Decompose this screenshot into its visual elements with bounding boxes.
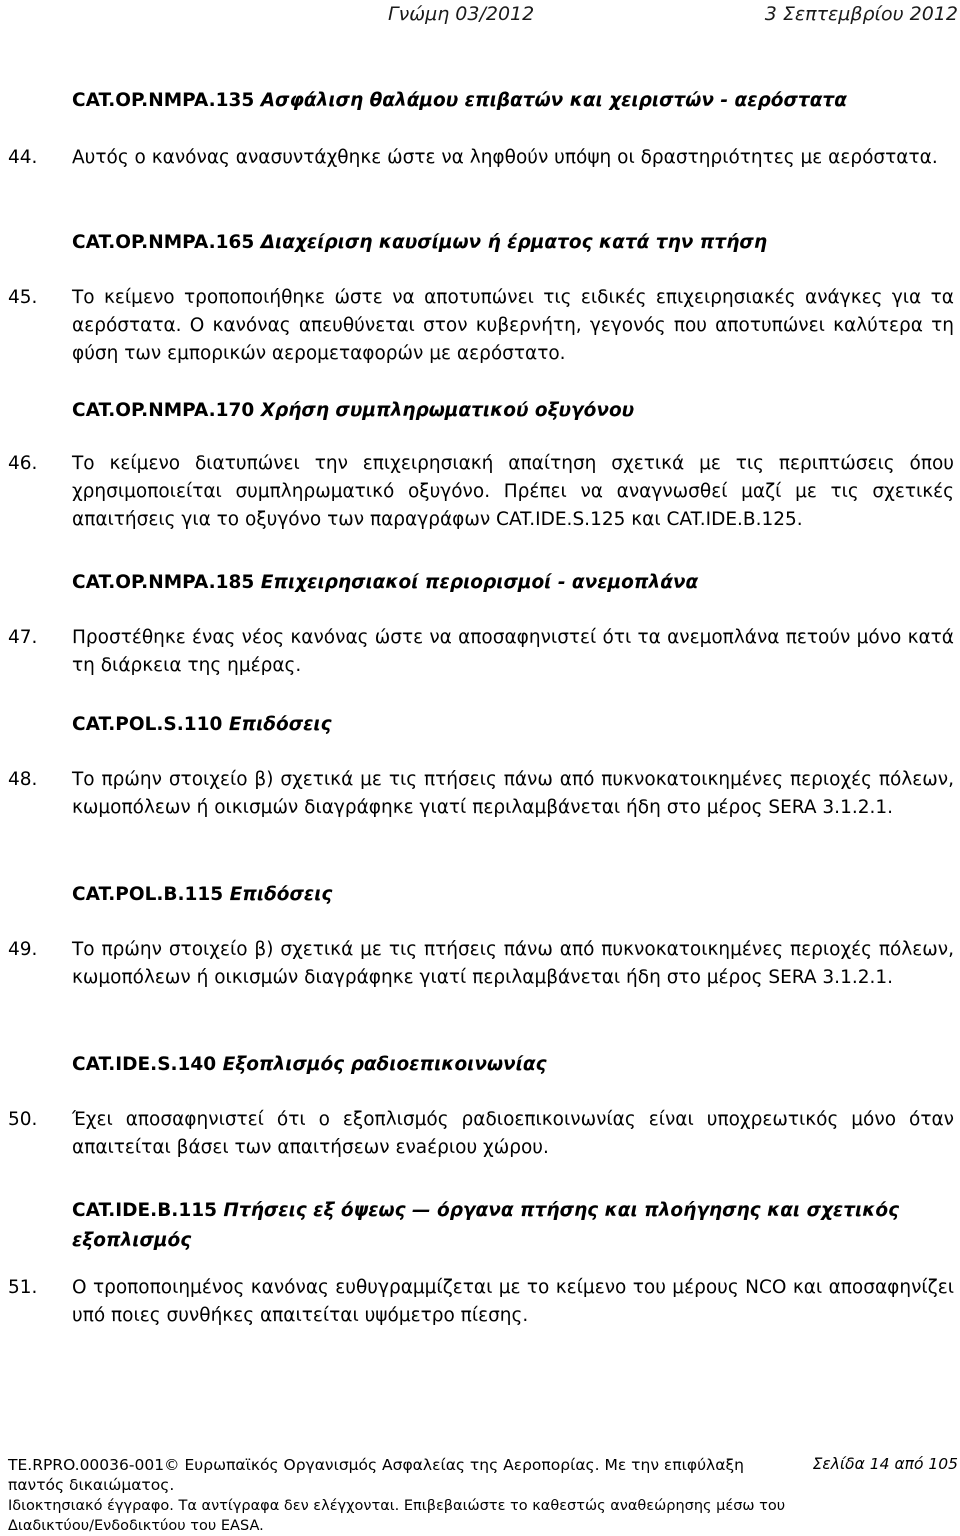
paragraph-text: Το κείμενο τροποποιήθηκε ώστε να αποτυπώνει τις ειδικές επιχειρησιακές ανάγκες για τα αερόστατα. Ο κανόνας απευθύνεται στον κυβερνήτη, γεγονός που αποτυπώνει καλύτερα τη φύση των εμπορικών αερομεταφορών με αερόστατο. [72,287,954,364]
paragraph-47 [8,624,954,680]
section-heading [72,714,332,735]
section-title: Εξοπλισμός ραδιοεπικοινωνίας [222,1054,547,1075]
header-date: 3 Σεπτεμβρίου 2012 [764,3,958,25]
section-title: Ασφάλιση θαλάμου επιβατών και χειριστών - αερόστατα [260,90,847,111]
paragraph-44 [8,144,954,172]
section-heading [72,1054,547,1075]
section-code: CAT.OP.NMPA.165 [72,232,255,253]
section-heading [72,884,332,905]
section-heading [72,572,698,593]
paragraph-number: 50. [8,1109,38,1130]
paragraph-51 [8,1274,954,1330]
section-code: CAT.IDE.B.115 [72,1200,217,1221]
paragraph-46 [8,450,954,534]
section-title: Διαχείριση καυσίμων ή έρματος κατά την πτήση [260,232,767,253]
paragraph-text: Προστέθηκε ένας νέος κανόνας ώστε να αποσαφηνιστεί ότι τα ανεμοπλάνα πετούν μόνο κατά τη διάρκεια της ημέρας. [72,627,954,676]
header-document-ref: Γνώμη 03/2012 [388,3,535,25]
paragraph-45 [8,284,954,368]
section-title: Επιχειρησιακοί περιορισμοί - ανεμοπλάνα [260,572,699,593]
section-code: CAT.OP.NMPA.185 [72,572,255,593]
section-title: Επιδόσεις [229,884,333,905]
paragraph-text: Ο τροποποιημένος κανόνας ευθυγραμμίζεται με το κείμενο του μέρους NCO και αποσαφηνίζει υπό ποιες συνθήκες απαιτείται υψόμετρο πίεσης. [72,1277,954,1326]
paragraph-text: Το κείμενο διατυπώνει την επιχειρησιακή απαίτηση σχετικά με τις περιπτώσεις όπου χρησιμοποιείται συμπληρωματικό οξυγόνο. Πρέπει να αναγνωσθεί μαζί με τις σχετικές απαιτήσεις για το οξυγόνο των παραγράφων CAT.IDE.S.125 και CAT.IDE.B.125. [72,453,954,530]
section-heading [72,232,767,253]
paragraph-50 [8,1106,954,1162]
section-heading [72,90,847,111]
paragraph-number: 45. [8,287,38,308]
paragraph-number: 48. [8,769,38,790]
section-code: CAT.OP.NMPA.135 [72,90,255,111]
section-title: Πτήσεις εξ όψεως — όργανα πτήσης και πλοήγησης και σχετικός εξοπλισμός [72,1200,900,1251]
paragraph-text: Έχει αποσαφηνιστεί ότι ο εξοπλισμός ραδιοεπικοινωνίας είναι υποχρεωτικός μόνο όταν απαιτείται βάσει των απαιτήσεων ενaέριου χώρου. [72,1109,954,1158]
paragraph-number: 51. [8,1277,38,1298]
section-heading [72,1196,952,1256]
paragraph-number: 49. [8,939,38,960]
paragraph-49 [8,936,954,992]
paragraph-text: Το πρώην στοιχείο β) σχετικά με τις πτήσεις πάνω από πυκνοκατοικημένες περιοχές πόλεων, κωμοπόλεων ή οικισμών διαγράφηκε γιατί περιλαμβάνεται ήδη στο μέρος SERA 3.1.2.1. [72,939,954,988]
paragraph-48 [8,766,954,822]
section-code: CAT.POL.S.110 [72,714,223,735]
paragraph-number: 44. [8,147,38,168]
paragraph-number: 46. [8,453,38,474]
section-code: CAT.IDE.S.140 [72,1054,217,1075]
section-title: Χρήση συμπληρωματικού οξυγόνου [260,400,635,421]
page-number: Σελίδα 14 από 105 [812,1455,958,1473]
section-title: Επιδόσεις [228,714,332,735]
paragraph-text: Το πρώην στοιχείο β) σχετικά με τις πτήσεις πάνω από πυκνοκατοικημένες περιοχές πόλεων, κωμοπόλεων ή οικισμών διαγράφηκε γιατί περιλαμβάνεται ήδη στο μέρος SERA 3.1.2.1. [72,769,954,818]
paragraph-number: 47. [8,627,38,648]
section-heading [72,400,634,421]
section-code: CAT.POL.B.115 [72,884,224,905]
section-code: CAT.OP.NMPA.170 [72,400,255,421]
footer-disclaimer: Ιδιοκτησιακό έγγραφο. Τα αντίγραφα δεν ελέγχονται. Επιβεβαιώστε το καθεστώς αναθεώρησης μέσω του Διαδικτύου/Ενδοδικτύου του EASA. [8,1498,786,1534]
paragraph-text: Αυτός ο κανόνας ανασυντάχθηκε ώστε να ληφθούν υπόψη οι δραστηριότητες με αερόστατα. [72,147,938,168]
footer-copyright: TE.RPRO.00036-001© Ευρωπαϊκός Οργανισμός Ασφαλείας της Αεροπορίας. Με την επιφύλαξη παντός δικαιώματος. [8,1456,744,1494]
